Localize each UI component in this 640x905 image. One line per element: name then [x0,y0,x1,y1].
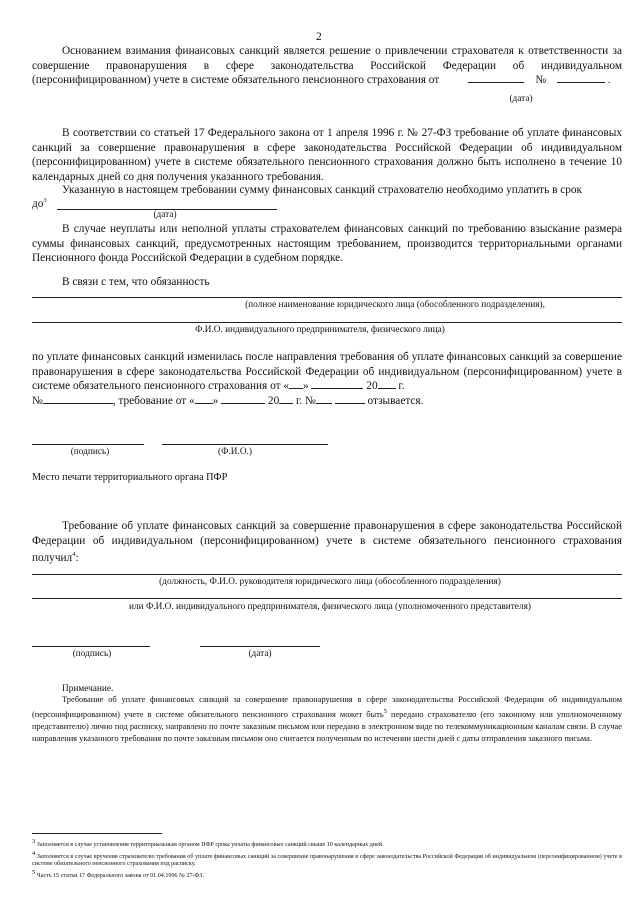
obligation-paragraph [32,350,622,408]
org-name-caption: (полное наименование юридического лица (обособленного подразделения), [245,300,545,310]
year-suffix: г. [398,380,405,392]
basis-text: Основанием взимания финансовых санкций является решение о привлечении страхователя к ответственности за совершение правонарушения в сфере законодательства Российской Федерации об индивидуальном (персонифицированном) учете в системе обязательного пенсионного страхования от [32,45,622,86]
req-day-field[interactable] [289,379,303,389]
year-prefix-2: 20 [267,394,280,407]
note-text [32,694,622,746]
footnote-mark-4: 4 [72,551,76,558]
stamp-place: Место печати территориального органа ПФР [32,472,228,483]
new-number-field-a[interactable] [316,394,332,404]
law-paragraph: В соответствии со статьей 17 Федерального закона от 1 апреля 1996 г. № 27-ФЗ требование об уплате финансовых санкций за совершение правонарушения в сфере законодательства Российской Федерации об индивидуальном (персонифицированном) учете в системе обязательного пенсионного страхования должно быть исполнено в течение 10 календарных дней со дня получения указанного требования. [32,127,622,183]
req-number-field[interactable] [43,394,113,404]
received-text: Требование об уплате финансовых санкций за совершение правонарушения в сфере законодательства Российской Федерации об индивидуальном (персонифицированном) учете в системе обязательного пенсионного страхования получил [32,520,622,564]
footnote-3-text: Заполняется в случае установления территориальным органом ПФР срока уплаты финансовых санкций свыше 10 календарных дней. [36,842,384,849]
footnote-5-text: Часть 15 статьи 17 Федерального закона от 01.04.1996 № 27-ФЗ. [36,872,204,879]
basis-date-field[interactable] [468,73,524,83]
obligation-intro: В связи с тем, что обязанность [62,276,210,288]
quote-close-2: » [212,394,219,407]
fio-line[interactable] [162,444,328,445]
basis-paragraph: Основанием взимания финансовых санкций является решение о привлечении страхователя к ответственности за совершение правонарушения в сфере законодательства Российской Федерации об индивидуальном (персонифицированном) учете в системе обязательного пенсионного страхования от № . [32,45,622,86]
new-year-field[interactable] [279,394,293,404]
footnote-3 [32,838,622,850]
fio-caption: (Ф.И.О.) [218,447,252,457]
num-sign: № [32,394,43,407]
recipient-person-caption: или Ф.И.О. индивидуального предпринимателя, физического лица (уполномоченного представителя) [129,602,531,612]
quote-close: » [302,380,309,392]
footnote-5 [32,869,622,881]
new-number-field-b[interactable] [335,394,365,404]
req-from: , требование от « [112,394,195,407]
obligation-text: по уплате финансовых санкций изменилась после направления требования об уплате финансовых санкций за совершение правонарушения в сфере законодательства Российской Федерации об индивидуальном (персонифицированном) учете в системе обязательного пенсионного страхования от « [32,351,622,392]
recipient-signature-line[interactable] [32,646,150,647]
received-paragraph: Требование об уплате финансовых санкций за совершение правонарушения в сфере законодательства Российской Федерации об индивидуальном (персонифицированном) учете в системе обязательного пенсионного страхования получил$^4$: [32,520,622,564]
req-month-field[interactable] [311,379,363,389]
note-title: Примечание. [62,684,114,694]
person-name-line[interactable] [32,322,622,323]
footnote-4 [32,850,622,869]
deadline-do: до [32,197,44,210]
new-month-field[interactable] [221,394,265,404]
basis-number-field[interactable] [557,73,605,83]
deadline-text: Указанную в настоящем требовании сумму финансовых санкций страхователю необходимо уплатить в срок [62,184,583,196]
signature-line[interactable] [32,444,144,445]
note-text-b: передано страхователю (его законному или уполномоченному представителю) лично под расписку, направлено по почте заказным письмом или передано в электронном виде по телекоммуникационным каналам связи. В случае направления указанного требования по почте заказным письмом оно считается полученным по истечении шести дней с даты отправления заказного письма. [32,710,623,744]
basis-number-sign: № [535,74,547,86]
note-text-a: Требование об уплате финансовых санкций за совершение правонарушения в сфере законодательства Российской Федерации об индивидуальном (персонифицированном) учете в системе обязательного пенсионного страхования может быть [32,695,622,719]
footnotes [32,838,622,880]
recipient-date-line[interactable] [200,646,320,647]
page-number: 2 [316,31,322,43]
footnote-4-text: Заполняется в случае вручения страхователю требования об уплате финансовых санкций за совершение правонарушения в сфере законодательства Российской Федерации об индивидуальном (персонифицированном) учете в системе обязательного пенсионного страхования под расписку. [32,853,622,868]
new-day-field[interactable] [195,394,213,404]
basis-date-caption: (дата) [509,94,533,104]
recipient-line[interactable] [32,574,622,575]
nonpayment-paragraph: В случае неуплаты или неполной уплаты страхователем финансовых санкций по требованию взыскание размера суммы финансовых санкций, предусмотренных настоящим требованием, производится территориальными органами Пенсионного фонда Российской Федерации в судебном порядке. [32,223,622,264]
recipient-caption: (должность, Ф.И.О. руководителя юридического лица (обособленного подразделения) [159,577,501,587]
signature-caption: (подпись) [70,447,110,457]
revoked-text: отзывается. [367,394,424,407]
deadline-date-caption: (дата) [153,210,177,220]
footnote-separator [32,833,162,834]
g-num: г. № [296,394,316,407]
footnote-4-mark: 4 [32,849,36,857]
year-prefix: 20 [366,380,378,392]
recipient-signature-caption: (подпись) [72,649,112,659]
org-name-line[interactable] [32,297,622,298]
footnote-3-mark: 3 [32,838,36,845]
person-name-caption: Ф.И.О. индивидуального предпринимателя, физического лица) [195,325,445,335]
req-year-field[interactable] [378,379,396,389]
deadline-prefix [32,197,47,210]
footnote-mark-5: 5 [383,708,387,716]
recipient-date-caption: (дата) [248,649,272,659]
footnote-mark-3: 3 [43,197,47,204]
recipient-person-line[interactable] [32,598,622,599]
footnote-5-mark: 5 [32,868,36,876]
